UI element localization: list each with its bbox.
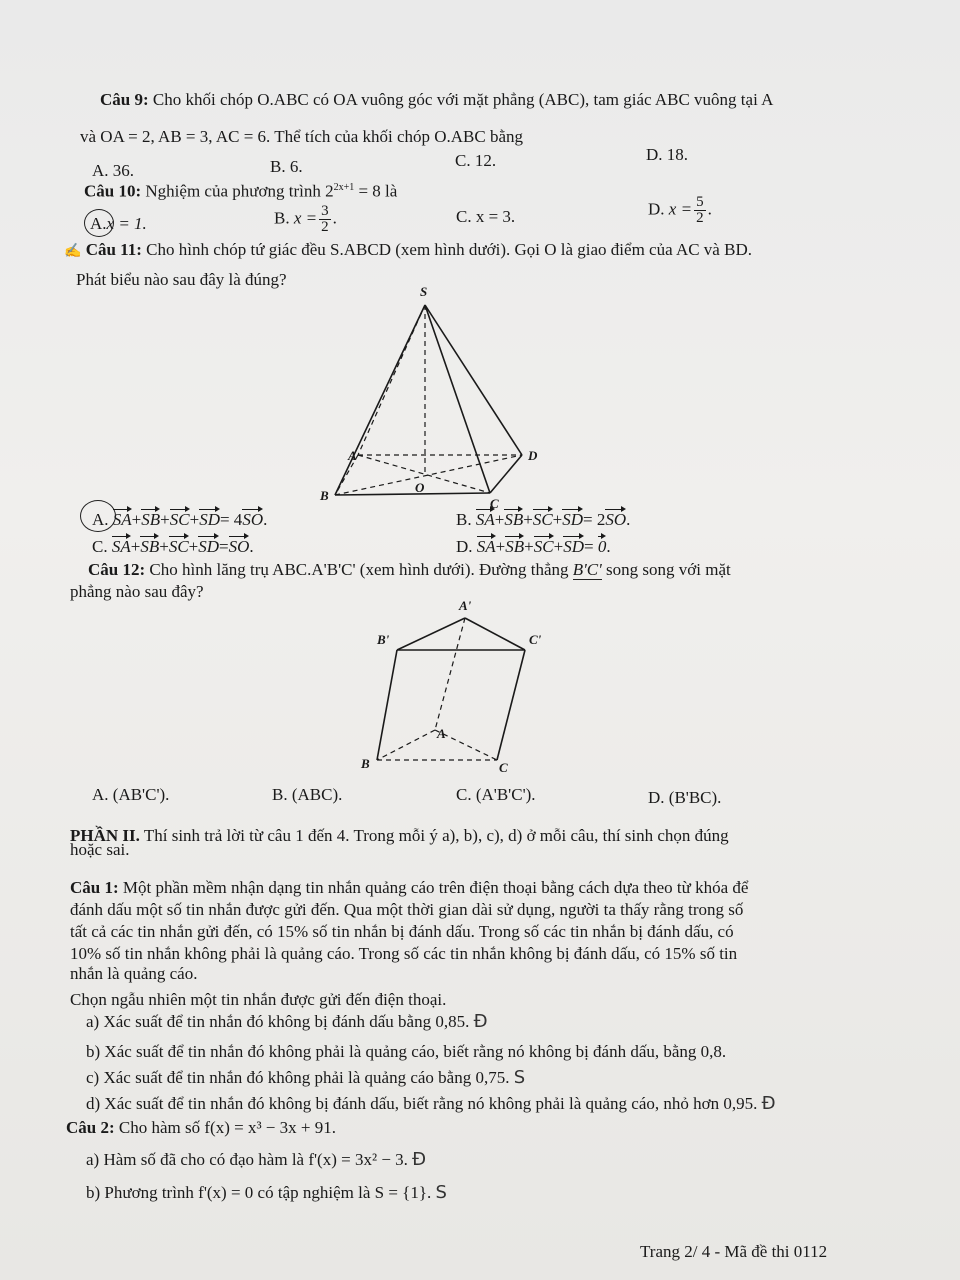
q11-option-c: C. SA+SB+SC+SD=SO. — [92, 537, 254, 556]
edge-A1B1 — [397, 618, 465, 650]
q10-d-label: D. — [648, 199, 665, 219]
q10-b-pre: x = — [293, 208, 318, 228]
vec-SC: SC — [168, 537, 189, 556]
q10-text: Nghiệm của phương trình 2 — [145, 181, 334, 201]
p2q1-statement-a — [86, 1012, 488, 1032]
p2q2-head: Câu 2: — [66, 1118, 115, 1137]
vec-SO: SO — [242, 510, 264, 529]
p2q1-line2: đánh dấu một số tin nhắn được gửi đến. Qua một thời gian dài sử dụng, người ta thấy rằng trong số — [70, 900, 744, 919]
plus: + — [552, 510, 563, 529]
q10-text2: = 8 là — [354, 181, 398, 201]
q12-option-d: D. (B'BC). — [648, 788, 722, 807]
vec-SD: SD — [198, 537, 220, 556]
plus: + — [553, 537, 564, 556]
p2q1-line4: 10% số tin nhắn không phải là quảng cáo. Trong số các tin nhắn không bị đánh dấu, có 15% số tin — [70, 944, 738, 963]
plus: + — [523, 510, 533, 529]
q11-d-label: D. — [456, 537, 473, 556]
label-C-prime: C' — [529, 632, 542, 647]
label-S: S — [420, 284, 428, 299]
edge-BC — [335, 493, 490, 495]
label-B: B — [361, 756, 370, 771]
q11-d-rhs: = — [583, 537, 598, 556]
part2-line2: hoặc sai. — [70, 840, 130, 859]
q10-d-den: 2 — [696, 210, 704, 226]
p2q1-statement-c — [86, 1068, 525, 1088]
handwritten-false-mark: S — [513, 1067, 526, 1088]
q10-a-label: A. — [90, 214, 107, 233]
edge-BB1 — [377, 650, 397, 760]
label-C: C — [490, 496, 499, 510]
vec-SB: SB — [505, 537, 525, 556]
answer-circle-mark — [84, 209, 114, 237]
edge-A1C1 — [465, 618, 525, 650]
q12-text1a: Cho hình lăng trụ ABC.A'B'C' (xem hình dưới). Đường thẳng — [149, 560, 573, 579]
vec-SD: SD — [562, 510, 584, 529]
q12-option-c: C. (A'B'C'). — [456, 785, 536, 804]
p2q1-line3: tất cả các tin nhắn gửi đến, có 15% số tin nhắn bị đánh dấu. Trong số các tin nhắn bị đánh dấu, có — [70, 922, 734, 941]
plus: + — [189, 510, 200, 529]
vec-zero: 0 — [597, 537, 607, 556]
label-A: A — [348, 448, 357, 463]
q11-c-label: C. — [92, 537, 108, 556]
q10-d-pre: x = — [668, 199, 693, 219]
q10-head: Câu 10: — [84, 181, 142, 201]
label-A-prime: A' — [459, 598, 472, 613]
q12-line2: phẳng nào sau đây? — [70, 582, 204, 601]
q11-c-rhs: = — [219, 537, 229, 556]
handwritten-true-mark: Đ — [412, 1149, 427, 1170]
prism-figure — [355, 590, 555, 780]
q12-text1c: song song với mặt — [601, 560, 731, 579]
vec-SB: SB — [140, 537, 160, 556]
vec-SC: SC — [533, 537, 554, 556]
vec-SO: SO — [605, 510, 627, 529]
q10-line — [84, 178, 397, 202]
q11-a-rhs: = 4 — [219, 510, 243, 529]
p2q2-statement-a — [86, 1150, 426, 1170]
plus: + — [159, 537, 169, 556]
q12-option-a: A. (AB'C'). — [92, 785, 170, 804]
plus: + — [188, 537, 199, 556]
vec-SD: SD — [563, 537, 584, 556]
q9-head: Câu 9: — [100, 90, 149, 109]
plus: + — [130, 537, 141, 556]
edge-AB — [377, 730, 435, 760]
q12-option-b: B. (ABC). — [272, 785, 343, 804]
p2q1-statement-d — [86, 1094, 776, 1114]
label-O: O — [415, 480, 425, 495]
pyramid-figure — [300, 280, 560, 510]
label-A: A — [437, 726, 446, 741]
p2q1-d-text: d) Xác suất để tin nhắn đó không bị đánh dấu, biết rằng nó không phải là quảng cáo, nhỏ hơn 0,95. — [86, 1094, 758, 1113]
vec-SA: SA — [476, 537, 496, 556]
edge-SD — [425, 305, 522, 455]
label-B-prime: B' — [377, 632, 390, 647]
q10-option-b: B. x = $\frac{3}{2}$ . — [274, 203, 337, 235]
q12-head: Câu 12: — [88, 560, 146, 579]
q9-option-b: B. 6. — [270, 157, 303, 176]
q11-option-d: D. SA+SB+SC+SD= 0. — [456, 537, 611, 556]
q11-a-label: A. — [92, 510, 109, 529]
q10-option-d: D. x = $\frac{5}{2}$ . — [648, 194, 712, 226]
p2q1-head: Câu 1: — [70, 878, 119, 897]
q9-option-a: A. 36. — [92, 161, 135, 180]
vec-SD: SD — [199, 510, 220, 529]
p2q2-b-text: b) Phương trình f'(x) = 0 có tập nghiệm là S = {1}. — [86, 1183, 432, 1202]
plus: + — [160, 510, 170, 529]
q9-text1: Cho khối chóp O.ABC có OA vuông góc với mặt phẳng (ABC), tam giác ABC vuông tại A — [152, 90, 774, 109]
p2q1-statement-b: b) Xác suất để tin nhắn đó không phải là quảng cáo, biết rằng nó không bị đánh dấu, bằng 0,8. — [86, 1042, 727, 1061]
label-B: B — [320, 488, 329, 503]
p2q2-line — [66, 1118, 336, 1138]
plus: + — [495, 537, 506, 556]
vec-SC: SC — [532, 510, 553, 529]
q11-text1: Cho hình chóp tứ giác đều S.ABCD (xem hình dưới). Gọi O là giao điểm của AC và BD. — [146, 240, 752, 259]
p2q1-line1 — [70, 878, 748, 898]
q10-exponent: 2x+1 — [333, 182, 355, 193]
edge-SB — [335, 305, 425, 495]
q9-option-d: D. 18. — [646, 145, 689, 164]
answer-circle-mark — [80, 500, 116, 532]
q11-line1 — [64, 240, 752, 262]
vec-SA: SA — [112, 510, 132, 529]
plus: + — [131, 510, 142, 529]
q10-b-den: 2 — [321, 219, 329, 235]
handwritten-true-mark: Đ — [473, 1011, 488, 1032]
part2-line1 — [70, 826, 729, 846]
q11-option-a: A. SA+SB+SC+SD= 4SO. — [92, 510, 268, 529]
page-footer: Trang 2/ 4 - Mã đề thi 0112 — [640, 1242, 828, 1261]
q10-a-text: x = 1. — [106, 214, 147, 233]
p2q1-a-text: a) Xác suất để tin nhắn đó không bị đánh dấu bằng 0,85. — [86, 1012, 470, 1031]
q12-text1b: B'C' — [572, 560, 602, 579]
handwritten-true-mark: Đ — [761, 1093, 776, 1114]
label-C: C — [499, 760, 508, 775]
q11-head: Câu 11: — [85, 240, 142, 259]
vec-SB: SB — [504, 510, 524, 529]
part2-text1: Thí sinh trả lời từ câu 1 đến 4. Trong mỗi ý a), b), c), d) ở mỗi câu, thí sinh chọn đúng — [143, 826, 729, 845]
vec-SB: SB — [141, 510, 161, 529]
p2q1-l1: Một phần mềm nhận dạng tin nhắn quảng cáo trên điện thoại bằng cách dựa theo từ khóa để — [122, 878, 749, 897]
q9-line2: và OA = 2, AB = 3, AC = 6. Thể tích của khối chóp O.ABC bằng — [80, 127, 524, 146]
vec-SO: SO — [228, 537, 250, 556]
handwritten-false-mark: S — [435, 1182, 447, 1203]
q11-b-label: B. — [456, 510, 472, 529]
p2q2-text: Cho hàm số f(x) = x³ − 3x + 91. — [118, 1118, 336, 1137]
q9-line1 — [100, 90, 773, 110]
q10-b-fraction — [319, 204, 331, 235]
plus: + — [494, 510, 505, 529]
vec-SA: SA — [111, 537, 131, 556]
p2q1-c-text: c) Xác suất để tin nhắn đó không phải là quảng cáo bằng 0,75. — [86, 1068, 510, 1087]
vec-SC: SC — [169, 510, 190, 529]
vec-SA: SA — [475, 510, 495, 529]
q11-line2: Phát biểu nào sau đây là đúng? — [76, 270, 287, 289]
label-D: D — [528, 448, 538, 463]
q11-b-rhs: = 2 — [583, 510, 606, 529]
part2-head: PHẦN II. — [70, 826, 140, 845]
p2q1-line5: nhắn là quảng cáo. — [70, 964, 198, 983]
q10-option-c: C. x = 3. — [456, 207, 516, 226]
q12-line1 — [88, 560, 731, 580]
p2q1-line6: Chọn ngẫu nhiên một tin nhắn được gửi đến điện thoại. — [70, 990, 447, 1009]
p2q2-statement-b — [86, 1183, 447, 1203]
q10-b-num: 3 — [321, 203, 329, 219]
q10-d-fraction — [694, 195, 706, 226]
plus: + — [524, 537, 534, 556]
q10-b-label: B. — [274, 208, 290, 228]
p2q2-a-text: a) Hàm số đã cho có đạo hàm là f'(x) = 3x² − 3. — [86, 1150, 408, 1169]
edge-CC1 — [497, 650, 525, 760]
q9-option-c: C. 12. — [455, 151, 497, 170]
q10-d-num: 5 — [696, 194, 704, 210]
edge-SC — [425, 305, 490, 493]
edge-AA1 — [435, 618, 465, 730]
pencil-mark-icon: ✍ — [64, 244, 82, 259]
q11-option-b: B. SA+SB+SC+SD= 2SO. — [456, 510, 631, 529]
